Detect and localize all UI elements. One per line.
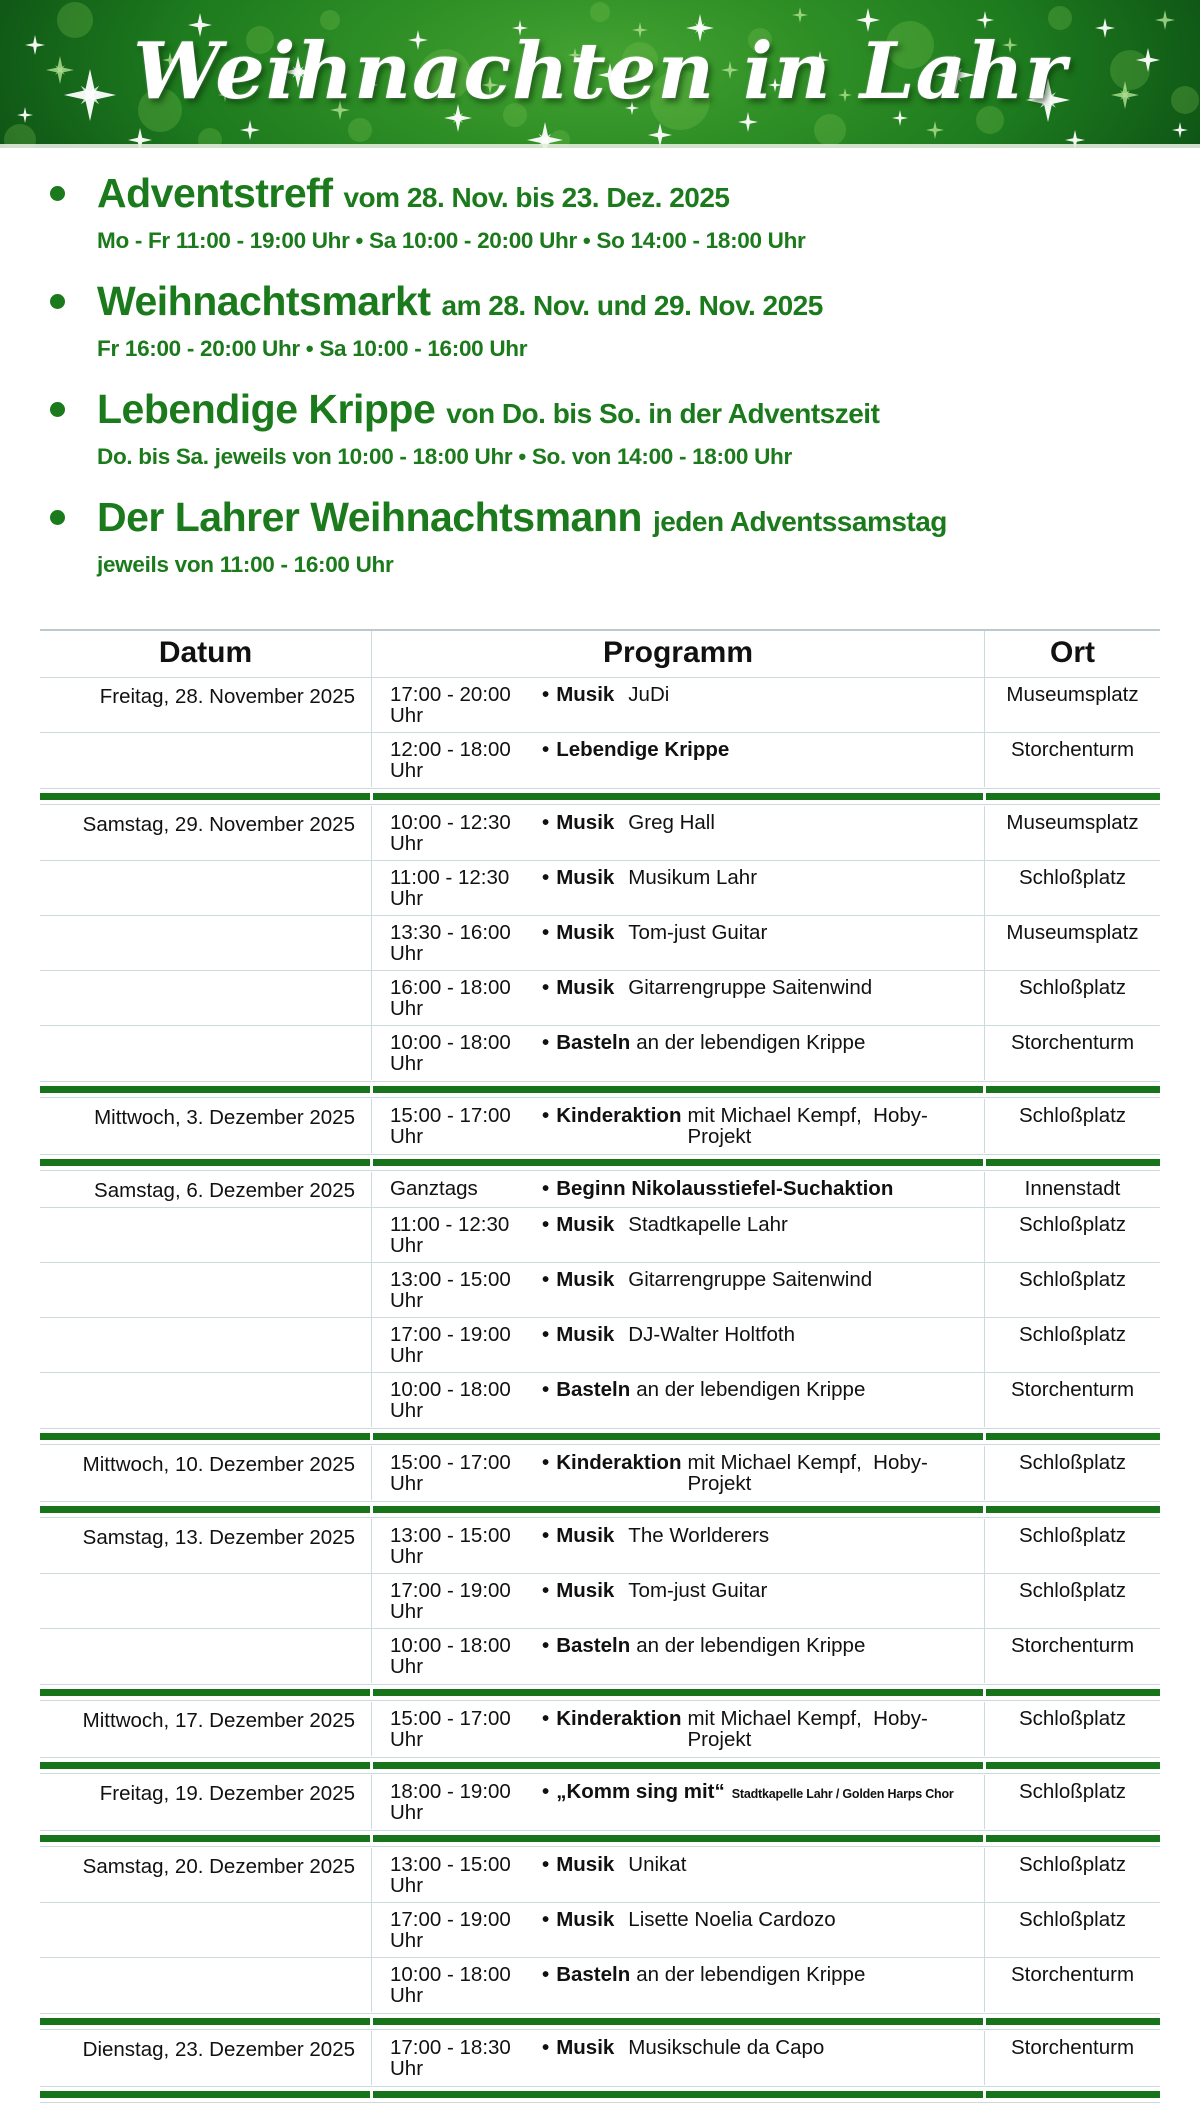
dot-separator-icon: • <box>542 1213 550 1236</box>
time-text: 10:00 - 12:30 Uhr <box>390 811 511 855</box>
date-cell: Samstag, 13. Dezember 2025 <box>40 1519 371 1574</box>
program-label: Musik <box>556 811 615 834</box>
ort-cell: Schloßplatz <box>984 1099 1160 1153</box>
ort-cell: Schloßplatz <box>984 971 1160 1026</box>
date-cell: Mittwoch, 10. Dezember 2025 <box>82 1453 355 1476</box>
group-separator <box>40 1830 1160 1847</box>
event-title: Adventstreff <box>97 170 333 216</box>
program-cell <box>371 1373 984 1427</box>
ort-cell: Schloßplatz <box>984 1848 1160 1903</box>
event-heading <box>97 386 879 442</box>
dot-separator-icon: • <box>542 1177 550 1200</box>
program-label: Musik <box>556 1268 615 1291</box>
separator-bar <box>40 1159 1160 1166</box>
date-cell-empty <box>40 1318 371 1373</box>
ort-cell: Schloßplatz <box>984 1208 1160 1263</box>
program-detail: Tom-just Guitar <box>628 921 768 944</box>
program-detail: Gitarrengruppe Saitenwind <box>628 976 873 999</box>
ort-cell: Schloßplatz <box>984 1263 1160 1318</box>
date-cell-empty <box>40 733 371 787</box>
program-detail: mit Michael Kempf, Hoby-Projekt <box>687 1707 928 1751</box>
ort-cell: Schloßplatz <box>984 1574 1160 1629</box>
bullet-point-icon <box>50 186 65 201</box>
time-text: 13:00 - 15:00 Uhr <box>390 1524 511 1568</box>
banner-title: Weihnachten in Lahr <box>133 25 1067 117</box>
program-detail: The Worlderers <box>628 1524 770 1547</box>
bullet-point-icon <box>50 294 65 309</box>
dot-separator-icon: • <box>542 1853 550 1876</box>
event-item <box>46 170 1200 253</box>
date-cell-empty <box>40 916 371 971</box>
event-text <box>97 170 806 253</box>
group-separator <box>40 2013 1160 2030</box>
event-subtitle: von Do. bis So. in der Adventszeit <box>446 398 880 429</box>
event-item <box>46 278 1200 361</box>
event-times: Mo - Fr 11:00 - 19:00 Uhr • Sa 10:00 - 20:00 Uhr • So 14:00 - 18:00 Uhr <box>97 228 806 253</box>
program-cell <box>371 971 984 1026</box>
time-text: 17:00 - 19:00 Uhr <box>390 1908 511 1952</box>
program-label: Beginn Nikolausstiefel-Suchaktion <box>556 1177 894 1200</box>
program-detail: JuDi <box>628 683 670 706</box>
dot-separator-icon: • <box>542 976 550 999</box>
program-detail: Tom-just Guitar <box>628 1579 768 1602</box>
time-text: 18:00 - 19:00 Uhr <box>390 1780 511 1824</box>
time-text: 17:00 - 18:30 Uhr <box>390 2036 511 2080</box>
separator-bar <box>40 2091 1160 2098</box>
dot-separator-icon: • <box>542 2036 550 2059</box>
program-label: Musik <box>556 921 615 944</box>
ort-cell: Schloßplatz <box>984 1702 1160 1756</box>
dot-separator-icon: • <box>542 921 550 944</box>
date-cell-empty <box>40 1026 371 1080</box>
date-cell-empty <box>40 1263 371 1318</box>
banner-bottom-strip <box>0 144 1200 148</box>
date-cell-empty <box>40 1629 371 1683</box>
separator-bar <box>40 1689 1160 1696</box>
program-detail: Musikschule da Capo <box>628 2036 825 2059</box>
dot-separator-icon: • <box>542 1268 550 1291</box>
program-detail: Stadtkapelle Lahr <box>628 1213 788 1236</box>
program-label: Musik <box>556 1908 615 1931</box>
program-label: Kinderaktion <box>556 1451 682 1474</box>
time-text: 12:00 - 18:00 Uhr <box>390 738 511 782</box>
date-cell: Samstag, 6. Dezember 2025 <box>40 1172 371 1208</box>
date-cell-empty <box>40 1373 371 1427</box>
time-text: 16:00 - 18:00 Uhr <box>390 976 511 1020</box>
dot-separator-icon: • <box>542 1634 550 1657</box>
program-label: Musik <box>556 683 615 706</box>
group-separator <box>40 1154 1160 1171</box>
program-detail: mit Michael Kempf, Hoby-Projekt <box>687 1451 928 1495</box>
time-text: 15:00 - 17:00 Uhr <box>390 1451 511 1495</box>
separator-bar <box>40 1086 1160 1093</box>
event-times: Fr 16:00 - 20:00 Uhr • Sa 10:00 - 16:00 Uhr <box>97 336 528 361</box>
date-cell-empty <box>40 1958 371 2012</box>
time-text: 13:00 - 15:00 Uhr <box>390 1853 511 1897</box>
event-item <box>46 494 1200 577</box>
time-text: 10:00 - 18:00 Uhr <box>390 1031 511 1075</box>
time-text: 11:00 - 12:30 Uhr <box>390 1213 510 1257</box>
program-detail: an der lebendigen Krippe <box>636 1634 866 1657</box>
separator-bar <box>40 1433 1160 1440</box>
bullet-point-icon <box>50 402 65 417</box>
table-body <box>40 678 1160 2103</box>
separator-bar <box>40 2018 1160 2025</box>
separator-bar <box>40 1835 1160 1842</box>
group-separator <box>40 1684 1160 1701</box>
event-text <box>97 494 947 577</box>
table-group <box>40 806 1160 1080</box>
ort-cell: Storchenturm <box>984 1026 1160 1080</box>
date-cell: Samstag, 29. November 2025 <box>40 806 371 861</box>
banner <box>0 0 1200 148</box>
ort-cell: Museumsplatz <box>984 678 1160 733</box>
event-heading <box>97 494 947 550</box>
dot-separator-icon: • <box>542 1524 550 1547</box>
program-label: Musik <box>556 1579 615 1602</box>
group-separator <box>40 1501 1160 1518</box>
program-label: Musik <box>556 1323 615 1346</box>
table-group <box>40 1172 1160 1427</box>
program-cell <box>371 1519 984 1574</box>
time-text: 15:00 - 17:00 Uhr <box>390 1104 511 1148</box>
program-cell <box>371 1775 984 1829</box>
event-list <box>46 170 1200 577</box>
event-subtitle: am 28. Nov. und 29. Nov. 2025 <box>441 290 823 321</box>
group-separator <box>40 1428 1160 1445</box>
ort-cell: Storchenturm <box>984 2031 1160 2085</box>
program-detail: Greg Hall <box>628 811 715 834</box>
group-separator <box>40 1081 1160 1098</box>
event-subtitle: jeden Adventssamstag <box>652 506 947 537</box>
table-group <box>40 2031 1160 2085</box>
event-text <box>97 386 879 469</box>
date-cell: Freitag, 19. Dezember 2025 <box>99 1782 355 1805</box>
table-group <box>40 1702 1160 1756</box>
ort-cell: Storchenturm <box>984 1958 1160 2012</box>
program-note: Stadtkapelle Lahr / Golden Harps Chor <box>731 1787 954 1801</box>
time-text: 13:30 - 16:00 Uhr <box>390 921 511 965</box>
table-group <box>40 678 1160 787</box>
ort-cell: Storchenturm <box>984 733 1160 787</box>
table-group <box>40 1519 1160 1683</box>
group-separator <box>40 1757 1160 1774</box>
dot-separator-icon: • <box>542 1963 550 1986</box>
program-detail: DJ-Walter Holtfoth <box>628 1323 795 1346</box>
program-cell <box>371 733 984 787</box>
dot-separator-icon: • <box>542 811 550 834</box>
event-title: Der Lahrer Weihnachtsmann <box>97 494 642 540</box>
table-group <box>40 1446 1160 1500</box>
program-cell <box>371 1629 984 1683</box>
program-detail: Gitarrengruppe Saitenwind <box>628 1268 873 1291</box>
dot-separator-icon: • <box>542 1780 550 1803</box>
program-cell <box>371 1958 984 2012</box>
event-title: Lebendige Krippe <box>97 386 436 432</box>
dot-separator-icon: • <box>542 683 550 706</box>
dot-separator-icon: • <box>542 1104 550 1127</box>
ort-cell: Schloßplatz <box>984 1903 1160 1958</box>
program-label: Musik <box>556 866 615 889</box>
program-cell <box>371 2031 984 2085</box>
program-label: Basteln <box>556 1963 631 1986</box>
dot-separator-icon: • <box>542 1451 550 1474</box>
program-label: Lebendige Krippe <box>556 738 730 761</box>
separator-bar <box>40 1506 1160 1513</box>
dot-separator-icon: • <box>542 1707 550 1730</box>
program-label: „Komm sing mit“ <box>556 1780 725 1803</box>
program-cell <box>371 1208 984 1263</box>
date-cell-empty <box>40 971 371 1026</box>
separator-bar <box>40 793 1160 800</box>
ort-cell: Museumsplatz <box>984 916 1160 971</box>
ort-cell: Schloßplatz <box>984 861 1160 916</box>
event-times: Do. bis Sa. jeweils von 10:00 - 18:00 Uhr • So. von 14:00 - 18:00 Uhr <box>97 444 792 469</box>
table-header-row <box>40 629 1160 678</box>
date-cell: Mittwoch, 3. Dezember 2025 <box>94 1106 355 1129</box>
program-cell <box>371 1099 984 1153</box>
program-detail: Lisette Noelia Cardozo <box>628 1908 836 1931</box>
date-cell-empty <box>40 861 371 916</box>
table-group <box>40 1099 1160 1153</box>
program-label: Musik <box>556 1524 615 1547</box>
column-header-programm: Programm <box>371 631 984 677</box>
program-cell <box>371 1026 984 1080</box>
program-label: Basteln <box>556 1031 631 1054</box>
program-label: Basteln <box>556 1634 631 1657</box>
program-cell <box>371 1702 984 1756</box>
program-cell <box>371 861 984 916</box>
event-heading <box>97 278 823 334</box>
program-label: Basteln <box>556 1378 631 1401</box>
program-detail: an der lebendigen Krippe <box>636 1963 866 1986</box>
ort-cell: Innenstadt <box>984 1172 1160 1208</box>
program-cell <box>371 1172 984 1208</box>
dot-separator-icon: • <box>542 1908 550 1931</box>
event-times: jeweils von 11:00 - 16:00 Uhr <box>97 552 394 577</box>
event-title: Weihnachtsmarkt <box>97 278 431 324</box>
ort-cell: Schloßplatz <box>984 1318 1160 1373</box>
program-detail: an der lebendigen Krippe <box>636 1031 866 1054</box>
date-cell: Mittwoch, 17. Dezember 2025 <box>82 1709 355 1732</box>
date-cell: Samstag, 20. Dezember 2025 <box>40 1848 371 1903</box>
event-item <box>46 386 1200 469</box>
program-cell <box>371 678 984 733</box>
ort-cell: Schloßplatz <box>984 1446 1160 1500</box>
time-text: 10:00 - 18:00 Uhr <box>390 1378 511 1422</box>
program-cell <box>371 1446 984 1500</box>
date-cell-empty <box>40 1903 371 1958</box>
time-text: 10:00 - 18:00 Uhr <box>390 1634 511 1678</box>
program-label: Musik <box>556 976 615 999</box>
group-separator <box>40 2086 1160 2103</box>
program-cell <box>371 1848 984 1903</box>
program-detail: Musikum Lahr <box>628 866 758 889</box>
time-text: 11:00 - 12:30 Uhr <box>390 866 510 910</box>
dot-separator-icon: • <box>542 1031 550 1054</box>
program-detail: mit Michael Kempf, Hoby-Projekt <box>687 1104 928 1148</box>
dot-separator-icon: • <box>542 1579 550 1602</box>
program-cell <box>371 1318 984 1373</box>
dot-separator-icon: • <box>542 866 550 889</box>
date-cell: Dienstag, 23. Dezember 2025 <box>82 2038 355 2061</box>
program-cell <box>371 1903 984 1958</box>
time-text: 17:00 - 19:00 Uhr <box>390 1579 511 1623</box>
program-cell <box>371 1574 984 1629</box>
time-text: 17:00 - 19:00 Uhr <box>390 1323 511 1367</box>
time-text: Ganztags <box>390 1177 478 1200</box>
dot-separator-icon: • <box>542 738 550 761</box>
program-cell <box>371 1263 984 1318</box>
table-group <box>40 1848 1160 2012</box>
column-header-ort: Ort <box>984 631 1160 677</box>
bullet-point-icon <box>50 510 65 525</box>
program-label: Kinderaktion <box>556 1707 682 1730</box>
time-text: 10:00 - 18:00 Uhr <box>390 1963 511 2007</box>
group-separator <box>40 788 1160 805</box>
dot-separator-icon: • <box>542 1378 550 1401</box>
program-cell <box>371 916 984 971</box>
event-text <box>97 278 823 361</box>
program-detail: Unikat <box>628 1853 687 1876</box>
date-cell-empty <box>40 1208 371 1263</box>
ort-cell: Storchenturm <box>984 1373 1160 1427</box>
program-label: Kinderaktion <box>556 1104 682 1127</box>
date-cell: Freitag, 28. November 2025 <box>40 678 371 733</box>
time-text: 15:00 - 17:00 Uhr <box>390 1707 511 1751</box>
ort-cell: Museumsplatz <box>984 806 1160 861</box>
dot-separator-icon: • <box>542 1323 550 1346</box>
column-header-datum: Datum <box>158 636 253 669</box>
program-label: Musik <box>556 1853 615 1876</box>
ort-cell: Schloßplatz <box>984 1519 1160 1574</box>
table-group <box>40 1775 1160 1829</box>
ort-cell: Storchenturm <box>984 1629 1160 1683</box>
program-label: Musik <box>556 2036 615 2059</box>
date-cell-empty <box>40 1574 371 1629</box>
event-heading <box>97 170 806 226</box>
time-text: 17:00 - 20:00 Uhr <box>390 683 511 727</box>
separator-bar <box>40 1762 1160 1769</box>
program-cell <box>371 806 984 861</box>
time-text: 13:00 - 15:00 Uhr <box>390 1268 511 1312</box>
ort-cell: Schloßplatz <box>984 1775 1160 1829</box>
program-detail: an der lebendigen Krippe <box>636 1378 866 1401</box>
event-subtitle: vom 28. Nov. bis 23. Dez. 2025 <box>343 182 730 213</box>
program-label: Musik <box>556 1213 615 1236</box>
schedule-table <box>40 629 1160 2103</box>
